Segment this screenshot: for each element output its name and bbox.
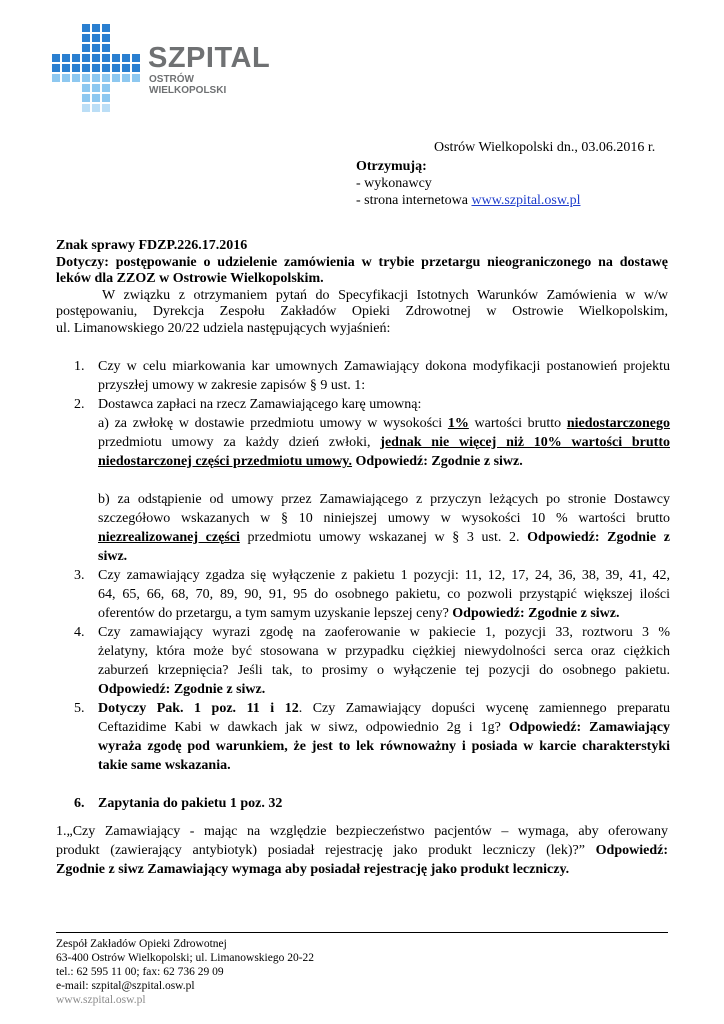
website-link[interactable]: www.szpital.osw.pl	[471, 193, 581, 208]
answer-text: Odpowiedź: Zgodnie z siwz.	[452, 606, 620, 621]
footer	[56, 937, 314, 1007]
footer-email[interactable]: e-mail: szpital@szpital.osw.pl	[56, 980, 195, 992]
footer-phone: tel.: 62 595 11 00; fax: 62 736 29 09	[56, 966, 224, 978]
intro-line3: ul. Limanowskiego 20/22 udziela następujących wyjaśnień:	[56, 320, 391, 336]
intro-line1: W związku z otrzymaniem pytań do Specyfikacji Istotnych Warunków Zamówienia w w/w	[102, 287, 668, 303]
case-subject-line2: leków dla ZZOZ w Ostrowie Wielkopolskim.	[56, 271, 324, 286]
medical-cross-icon	[52, 22, 148, 114]
answer-text: Odpowiedź: Zamawiający	[508, 720, 671, 735]
list-item: 3. Czy zamawiający zgadza się wyłączenie z pakietu 1 pozycji: 11, 12, 17, 24, 36, 38, 39, 41, 42, 64, 65, 66, 68, 70, 89, 90, 91, 95 do osobnego pakietu, co pozwoli przystąpić większej ilości oferentów do przetargu, a tym samym uzyskanie lepszej ceny? Odpowiedź: Zgodnie z siwz.	[74, 568, 670, 621]
intro-line2: postępowaniu, Dyrekcja Zespołu Zakładów Opieki Zdrowotnej w Ostrowie Wielkopolskim,	[56, 304, 668, 319]
question-6-block: 1.„Czy Zamawiający - mając na względzie bezpieczeństwo pacjentów – wymaga, aby oferowany produkt (zawierający antybiotyk) posiadał rejestrację jako produkt leczniczy (lek)?” Odpowiedź: Zgodnie z siwz Zamawiający wymaga aby posiadał rejestrację jako produkt leczniczy.	[56, 824, 668, 877]
answer-text: Odpowiedź:	[595, 843, 668, 858]
list-item: 5. Dotyczy Pak. 1 poz. 11 i 12. Czy Zamawiający dopuści wycenę zamiennego preparatu Ceftazidime Kabi w dawkach jak w siwz, odpowiednio 2g i 1g? Odpowiedź: Zamawiający wyraża zgodę pod warunkiem, że jest to lek równoważny i posiada w karcie charakterstyki takie same wskazania.	[74, 701, 671, 773]
section-title: Zapytania do pakietu 1 poz. 32	[98, 796, 283, 811]
list-item: 1. Czy w celu miarkowania kar umownych Zamawiający dokona modyfikacji postanowień projektu przyszłej umowy w zakresie zapisów § 9 ust. 1:	[74, 359, 670, 393]
list-item: 6. Zapytania do pakietu 1 poz. 32	[74, 796, 283, 811]
case-reference: Znak sprawy FDZP.226.17.2016	[56, 238, 248, 253]
footer-divider	[56, 932, 668, 933]
case-header	[56, 238, 668, 337]
footer-org: Zespół Zakładów Opieki Zdrowotnej	[56, 938, 227, 950]
list-item: 4. Czy zamawiający wyrazi zgodę na zaoferowanie w pakiecie 1, pozycji 33, roztworu 3 % żelatyny, która może być stosowana w przypadku ciężkiej niewydolności serca oraz ciężkich zaburzeń krzepnięcia? Jeśli tak, to prosimy o wyłączenie tej pozycji do osobnego pakietu. Odpowiedź: Zgodnie z siwz.	[74, 625, 670, 697]
answer-text: Odpowiedź: Zgodnie z siwz.	[352, 454, 523, 469]
recipients-block	[356, 158, 580, 209]
footer-address: 63-400 Ostrów Wielkopolski; ul. Limanowskiego 20-22	[56, 952, 315, 964]
answer-text: Odpowiedź: Zgodnie z	[527, 530, 670, 545]
place-date: Ostrów Wielkopolski dn., 03.06.2016 r.	[434, 140, 656, 155]
questions-list	[74, 357, 670, 813]
logo-subtitle: OSTRÓW WIELKOPOLSKI	[149, 74, 227, 96]
recipient-website: - strona internetowa www.szpital.osw.pl	[356, 193, 581, 208]
answer-text: Odpowiedź: Zgodnie z siwz.	[98, 682, 266, 697]
hospital-logo	[52, 22, 272, 114]
recipients-title: Otrzymują:	[356, 159, 427, 174]
list-item: 2. Dostawca zapłaci na rzecz Zamawiającego karę umowną: a) za zwłokę w dostawie przedmiotu umowy w wysokości 1% wartości brutto niedostarczonego przedmiotu umowy za każdy dzień zwłoki, jednak nie więcej niż 10% wartości brutto niedostarczonej części przedmiotu umowy. Odpowiedź: Zgodnie z siwz. b) za odstąpienie od umowy przez Zamawiającego z przyczyn leżących po stronie Dostawcy szczegółowo wskazanych w § 10 niniejszej umowy w wysokości 10 % wartości brutto niezrealizowanej części przedmiotu umowy wskazanej w § 3 ust. 2. Odpowiedź: Zgodnie z siwz.	[74, 397, 671, 564]
logo-name: SZPITAL	[148, 42, 271, 74]
recipient-contractors: - wykonawcy	[356, 176, 432, 191]
case-subject-line1: Dotyczy: postępowanie o udzielenie zamówienia w trybie przetargu nieograniczonego na dostawę	[56, 254, 668, 270]
footer-website[interactable]: www.szpital.osw.pl	[56, 994, 146, 1006]
